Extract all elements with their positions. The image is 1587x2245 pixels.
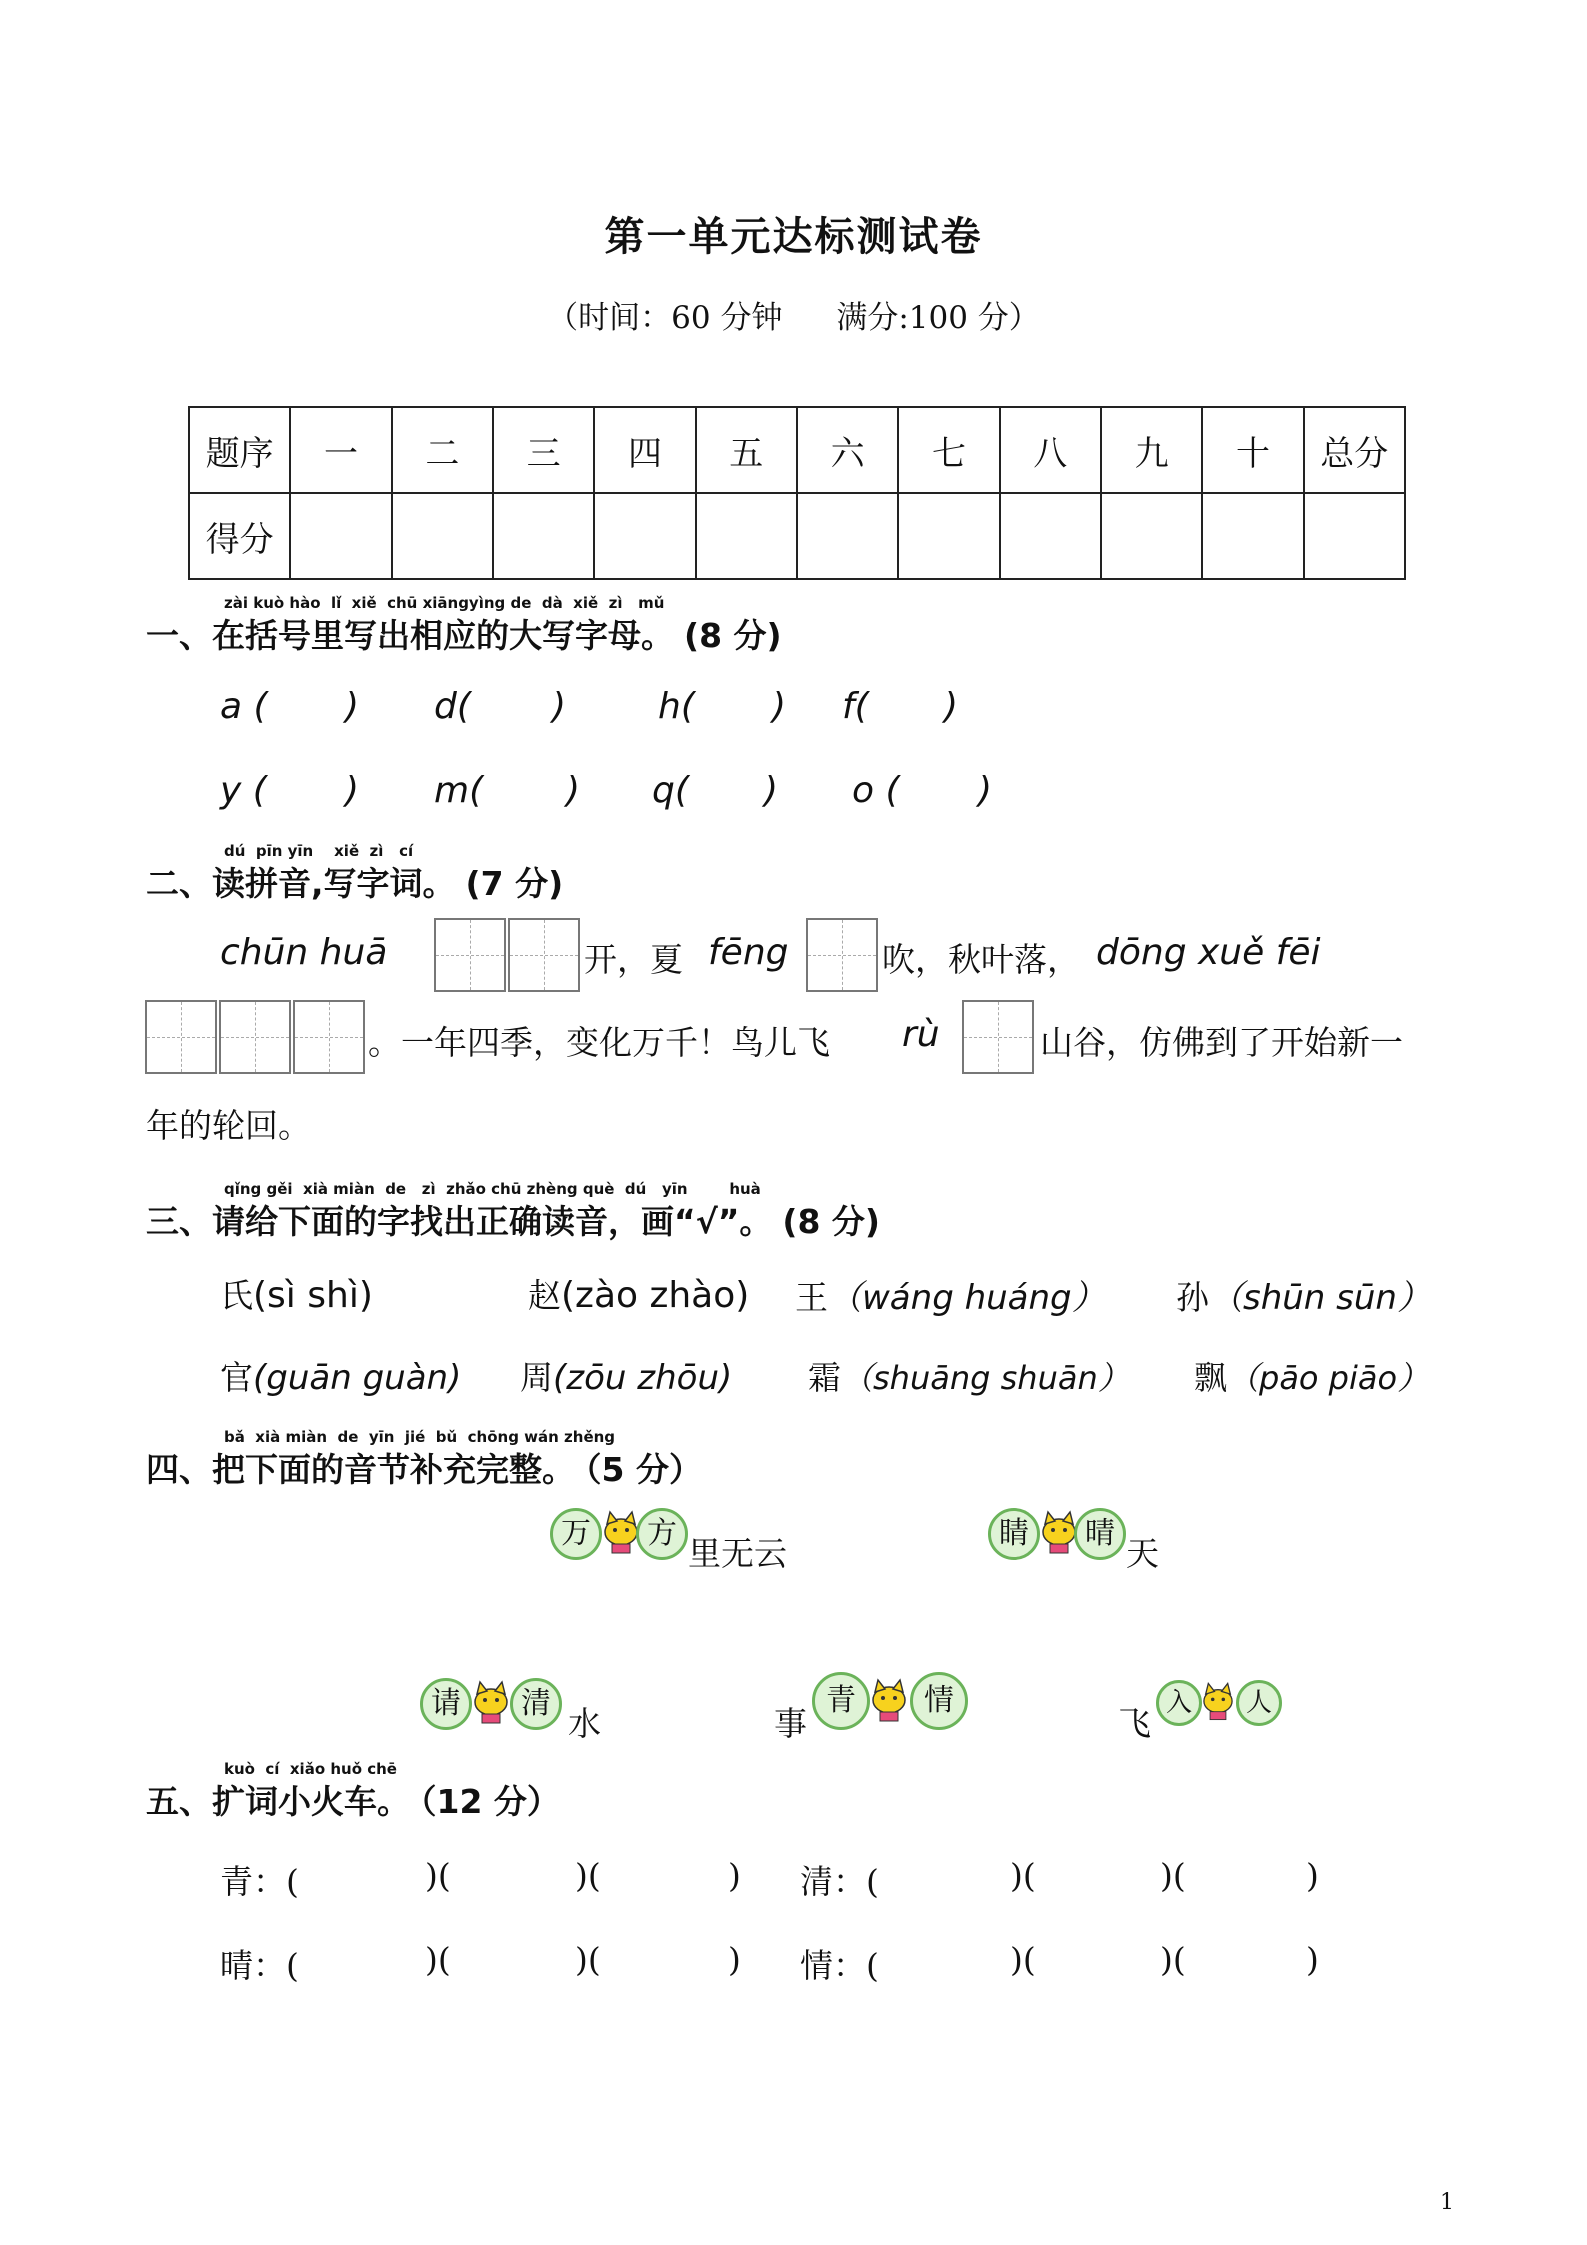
reading-item: 孙（shūn sūn） [1176,1278,1431,1318]
score-table-header [189,407,1405,493]
cat-icon [466,1678,516,1728]
char-circle: 睛 [988,1508,1040,1560]
section-1-pinyin: zài kuò hào lǐ xiě chū xiāngyìng de dà xiě zì mǔ [224,594,665,612]
section-4-title: 四、把下面的音节补充完整。 [146,1450,575,1489]
reading-item: 官(guān guàn) [220,1358,462,1398]
word-blank: )( [1010,1856,1036,1895]
pinyin-dong-xue-fei: dōng xuě fēi [1096,932,1321,973]
reading-item: 王（wáng huáng） [795,1278,1106,1318]
score-cell[interactable] [1304,493,1405,579]
char-circle: 清 [510,1678,562,1730]
char-circle: 青 [812,1672,870,1730]
char-circle: 晴 [1074,1508,1126,1560]
word-prompt: 清：( [800,1862,879,1901]
word-blank: )( [1160,1856,1186,1895]
section-1-title: 一、在括号里写出相应的大写字母。 [146,616,674,655]
time-limit: （时间：60 分钟 [547,300,783,336]
letter-q-m-close: ) [566,770,581,811]
letter-q-m-open: m( [434,770,484,811]
word-prompt: 情：( [800,1946,879,1985]
header-cell: 题序 [189,407,290,493]
char-circle: 方 [636,1508,688,1560]
passage-text: 山谷，仿佛到了开始新一 [1040,1023,1403,1062]
tianzige-box[interactable] [293,1000,365,1074]
section-2-heading [146,858,563,905]
score-cell[interactable] [1101,493,1202,579]
word-blank: )( [575,1940,601,1979]
page-number: 1 [1440,2190,1454,2215]
word-blank: ) [728,1856,741,1895]
tianzige-box[interactable] [145,1000,217,1074]
pinyin-ru: rù [902,1014,940,1055]
section-5-heading [146,1776,560,1823]
letter-q-q-open: q( [652,770,689,811]
passage-text: 。一年四季，变化万千！鸟儿飞 [368,1023,830,1062]
char-circle: 人 [1236,1680,1282,1726]
section-2-pinyin: dú pīn yīn xiě zì cí [224,842,414,860]
letter-q-d-open: d( [434,686,471,727]
word-blank: )( [1160,1940,1186,1979]
char-circle: 情 [910,1672,968,1730]
reading-item: 飘（pāo piāo） [1194,1358,1430,1397]
letter-q-d-close: ) [552,686,567,727]
header-cell: 九 [1101,407,1202,493]
letter-q-h-open: h( [658,686,695,727]
header-cell: 七 [898,407,999,493]
word-blank: )( [575,1856,601,1895]
header-cell: 六 [797,407,898,493]
section-3-pinyin: qǐng gěi xià miàn de zì zhǎo chū zhèng què dú yīn huà [224,1180,761,1198]
header-cell: 三 [493,407,594,493]
phrase-suffix: 天 [1126,1534,1159,1573]
tianzige-box[interactable] [219,1000,291,1074]
char-circle: 请 [420,1678,472,1730]
header-cell: 五 [696,407,797,493]
cat-icon [1196,1680,1240,1724]
letter-q-h-close: ) [772,686,787,727]
reading-item: 赵(zào zhào) [528,1275,750,1316]
reading-item: 周(zōu zhōu) [520,1358,733,1398]
score-table-row [189,493,1405,579]
header-cell: 二 [392,407,493,493]
score-cell[interactable] [797,493,898,579]
word-prompt: 青：( [220,1862,299,1901]
passage-text: 吹，秋叶落， [882,940,1080,979]
section-5-score: （12 分） [420,1782,560,1821]
word-blank: )( [425,1940,451,1979]
score-cell[interactable] [493,493,594,579]
phrase-suffix: 水 [568,1704,601,1743]
score-cell[interactable] [898,493,999,579]
phrase-prefix: 事 [774,1704,807,1743]
score-cell[interactable] [392,493,493,579]
pinyin-chun-hua: chūn huā [220,932,388,973]
section-4-heading [146,1444,702,1491]
section-2-title: 二、读拼音,写字词。 [146,864,456,903]
letter-q-y-close: ) [345,770,360,811]
passage-text: 年的轮回。 [146,1106,311,1145]
score-cell[interactable] [1000,493,1101,579]
tianzige-box[interactable] [508,918,580,992]
full-score: 满分:100 分） [836,300,1040,336]
header-cell: 总分 [1304,407,1405,493]
letter-q-f-open: f( [842,686,869,727]
section-4-score: （5 分） [585,1450,702,1489]
score-table [188,406,1406,580]
score-cell[interactable] [696,493,797,579]
section-3-title: 三、请给下面的字找出正确读音，画“√”。 [146,1202,773,1241]
char-circle: 万 [550,1508,602,1560]
header-cell: 一 [290,407,391,493]
score-cell[interactable] [1202,493,1303,579]
word-blank: ) [728,1940,741,1979]
word-blank: )( [425,1856,451,1895]
word-prompt: 晴：( [220,1946,299,1985]
letter-q-f-close: ) [944,686,959,727]
cat-icon [864,1676,914,1726]
char-circle: 入 [1156,1680,1202,1726]
passage-text: 开，夏 [584,940,683,979]
header-cell: 四 [594,407,695,493]
section-5-title: 五、扩词小火车。 [146,1782,410,1821]
header-cell: 十 [1202,407,1303,493]
section-1-heading [146,610,782,657]
tianzige-box[interactable] [434,918,506,992]
section-5-pinyin: kuò cí xiǎo huǒ chē [224,1760,397,1778]
exam-info [0,292,1587,337]
letter-q-o-close: ) [978,770,993,811]
word-blank: ) [1306,1940,1319,1979]
row-label: 得分 [189,493,290,579]
letter-q-y-open: y ( [220,770,267,811]
page-title: 第一单元达标测试卷 [604,213,983,260]
section-1-score: (8 分) [684,616,782,655]
phrase-suffix: 里无云 [688,1534,787,1573]
word-blank: )( [1010,1940,1036,1979]
section-4-pinyin: bǎ xià miàn de yīn jié bǔ chōng wán zhěng [224,1428,616,1446]
section-3-heading [146,1196,880,1243]
letter-q-a-open: a ( [220,686,268,727]
word-blank: ) [1306,1856,1319,1895]
tianzige-box[interactable] [806,918,878,992]
section-3-score: (8 分) [782,1202,881,1241]
letter-q-o-open: o ( [852,770,900,811]
letter-q-q-close: ) [764,770,779,811]
header-cell: 八 [1000,407,1101,493]
score-cell[interactable] [290,493,391,579]
reading-item: 霜（shuāng shuān） [808,1358,1130,1397]
score-cell[interactable] [594,493,695,579]
section-2-score: (7 分) [465,864,564,903]
phrase-prefix: 飞 [1118,1704,1151,1743]
pinyin-feng: fēng [708,932,789,973]
letter-q-a-close: ) [345,686,360,727]
reading-item: 氏(sì shì) [220,1275,373,1316]
tianzige-box[interactable] [962,1000,1034,1074]
